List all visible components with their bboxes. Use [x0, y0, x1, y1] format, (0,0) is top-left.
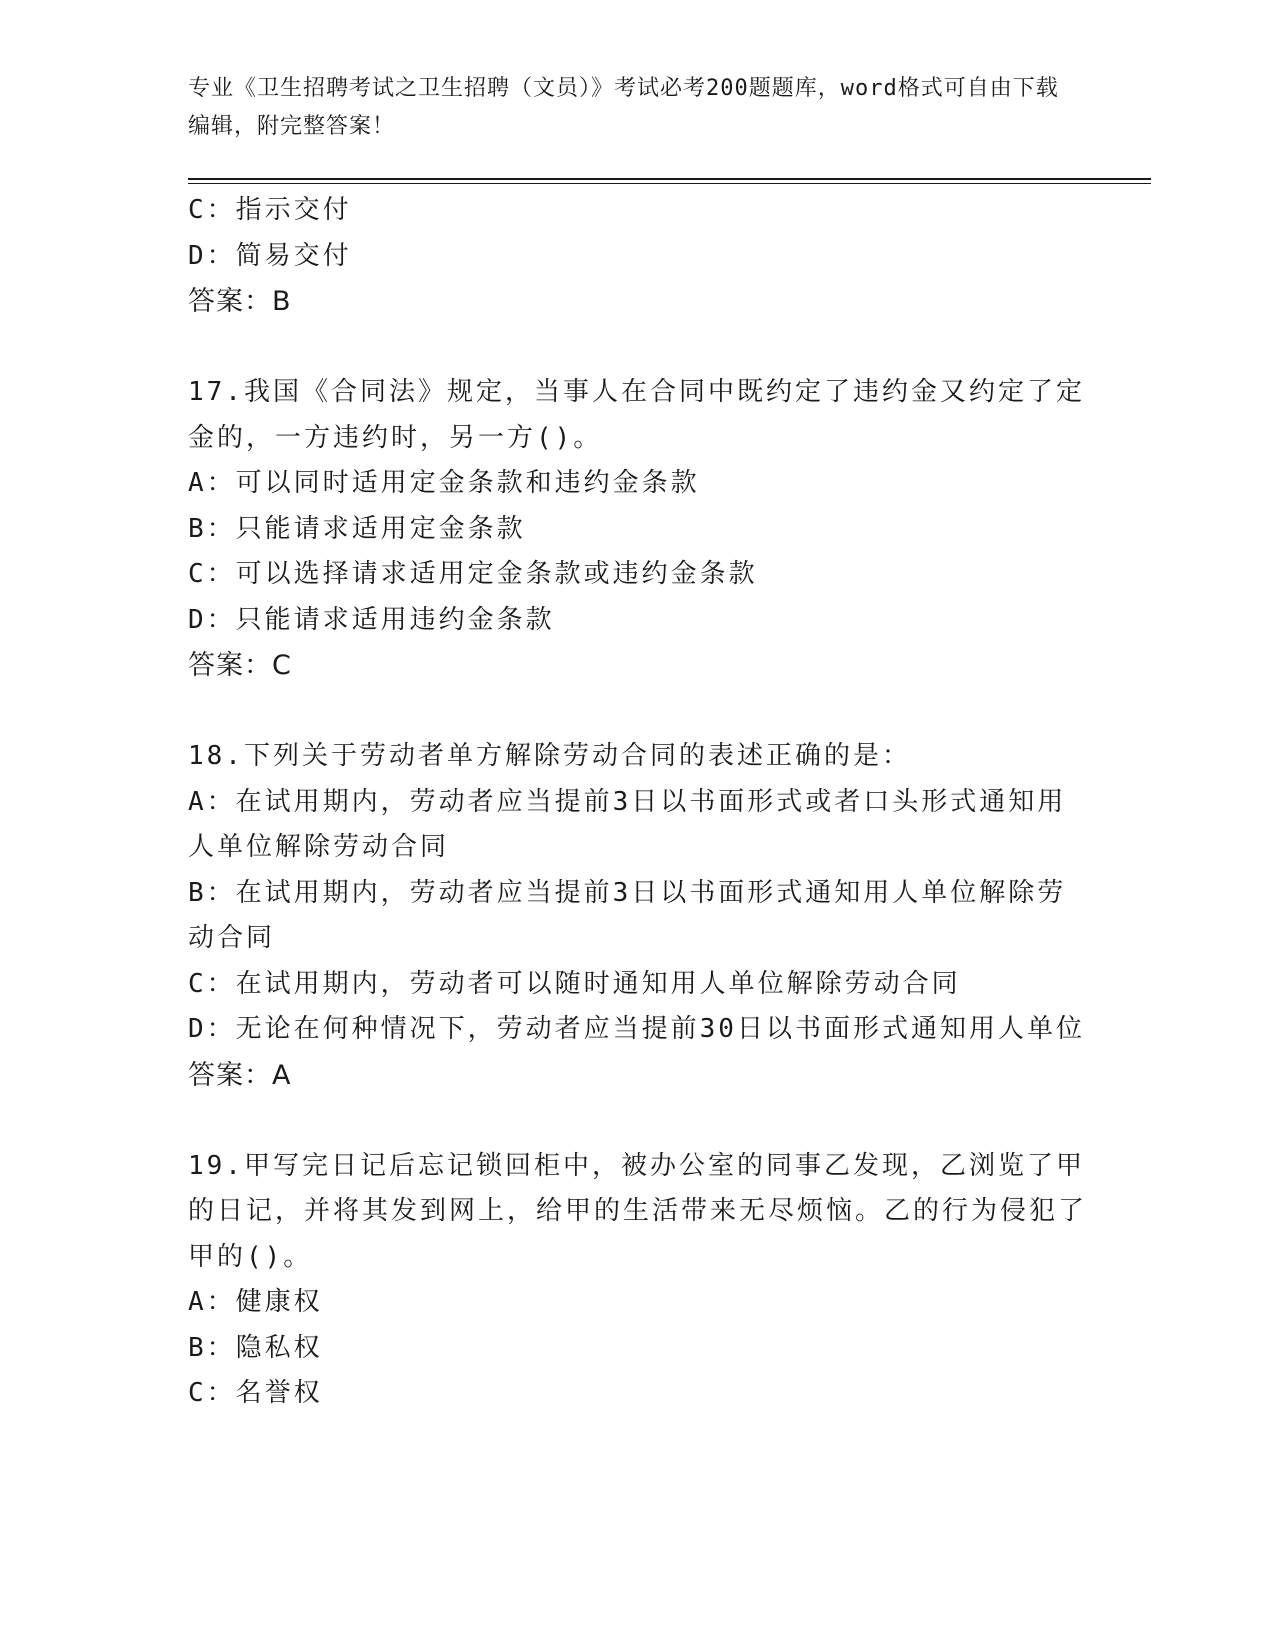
option-c: C：可以选择请求适用定金条款或违约金条款: [188, 559, 758, 589]
page-header: 专业《卫生招聘考试之卫生招聘（文员）》考试必考200题题库，word格式可自由下载编辑，附完整答案！: [188, 76, 1059, 139]
spacer: [188, 1098, 1088, 1144]
header-divider-thin: [188, 183, 1151, 184]
option-d: D：无论在何种情况下，劳动者应当提前30日以书面形式通知用人单位: [188, 1014, 1085, 1044]
answer: 答案：C: [188, 650, 292, 681]
option-c: C：指示交付: [188, 195, 352, 225]
question-19: [188, 1144, 1088, 1417]
option-a: A：在试用期内，劳动者应当提前3日以书面形式或者口头形式通知用人单位解除劳动合同: [188, 786, 1067, 862]
option-c: C：名誉权: [188, 1378, 323, 1408]
spacer: [188, 325, 1088, 371]
option-a: A：健康权: [188, 1287, 323, 1317]
question-stem: 17.我国《合同法》规定，当事人在合同中既约定了违约金又约定了定金的，一方违约时，另一方()。: [188, 377, 1085, 453]
question-18: [188, 734, 1088, 1098]
option-d: D：只能请求适用违约金条款: [188, 604, 555, 635]
option-c: C：在试用期内，劳动者可以随时通知用人单位解除劳动合同: [188, 968, 961, 999]
option-b: B：隐私权: [188, 1332, 323, 1363]
option-b: B：只能请求适用定金条款: [188, 513, 526, 544]
spacer: [188, 689, 1088, 735]
question-17: [188, 370, 1088, 689]
answer: 答案：B: [188, 286, 292, 317]
question-stem: 18.下列关于劳动者单方解除劳动合同的表述正确的是：: [188, 741, 911, 771]
question-stem: 19.甲写完日记后忘记锁回柜中，被办公室的同事乙发现，乙浏览了甲的日记，并将其发到网上，给甲的生活带来无尽烦恼。乙的行为侵犯了甲的()。: [188, 1150, 1088, 1272]
header-divider: [188, 178, 1151, 180]
option-a: A：可以同时适用定金条款和违约金条款: [188, 468, 700, 498]
answer: 答案：A: [188, 1059, 292, 1091]
question-16-tail: [188, 188, 1088, 325]
option-d: D：简易交付: [188, 240, 352, 271]
question-list: [188, 188, 1088, 1417]
option-b: B：在试用期内，劳动者应当提前3日以书面形式通知用人单位解除劳动合同: [188, 877, 1067, 953]
